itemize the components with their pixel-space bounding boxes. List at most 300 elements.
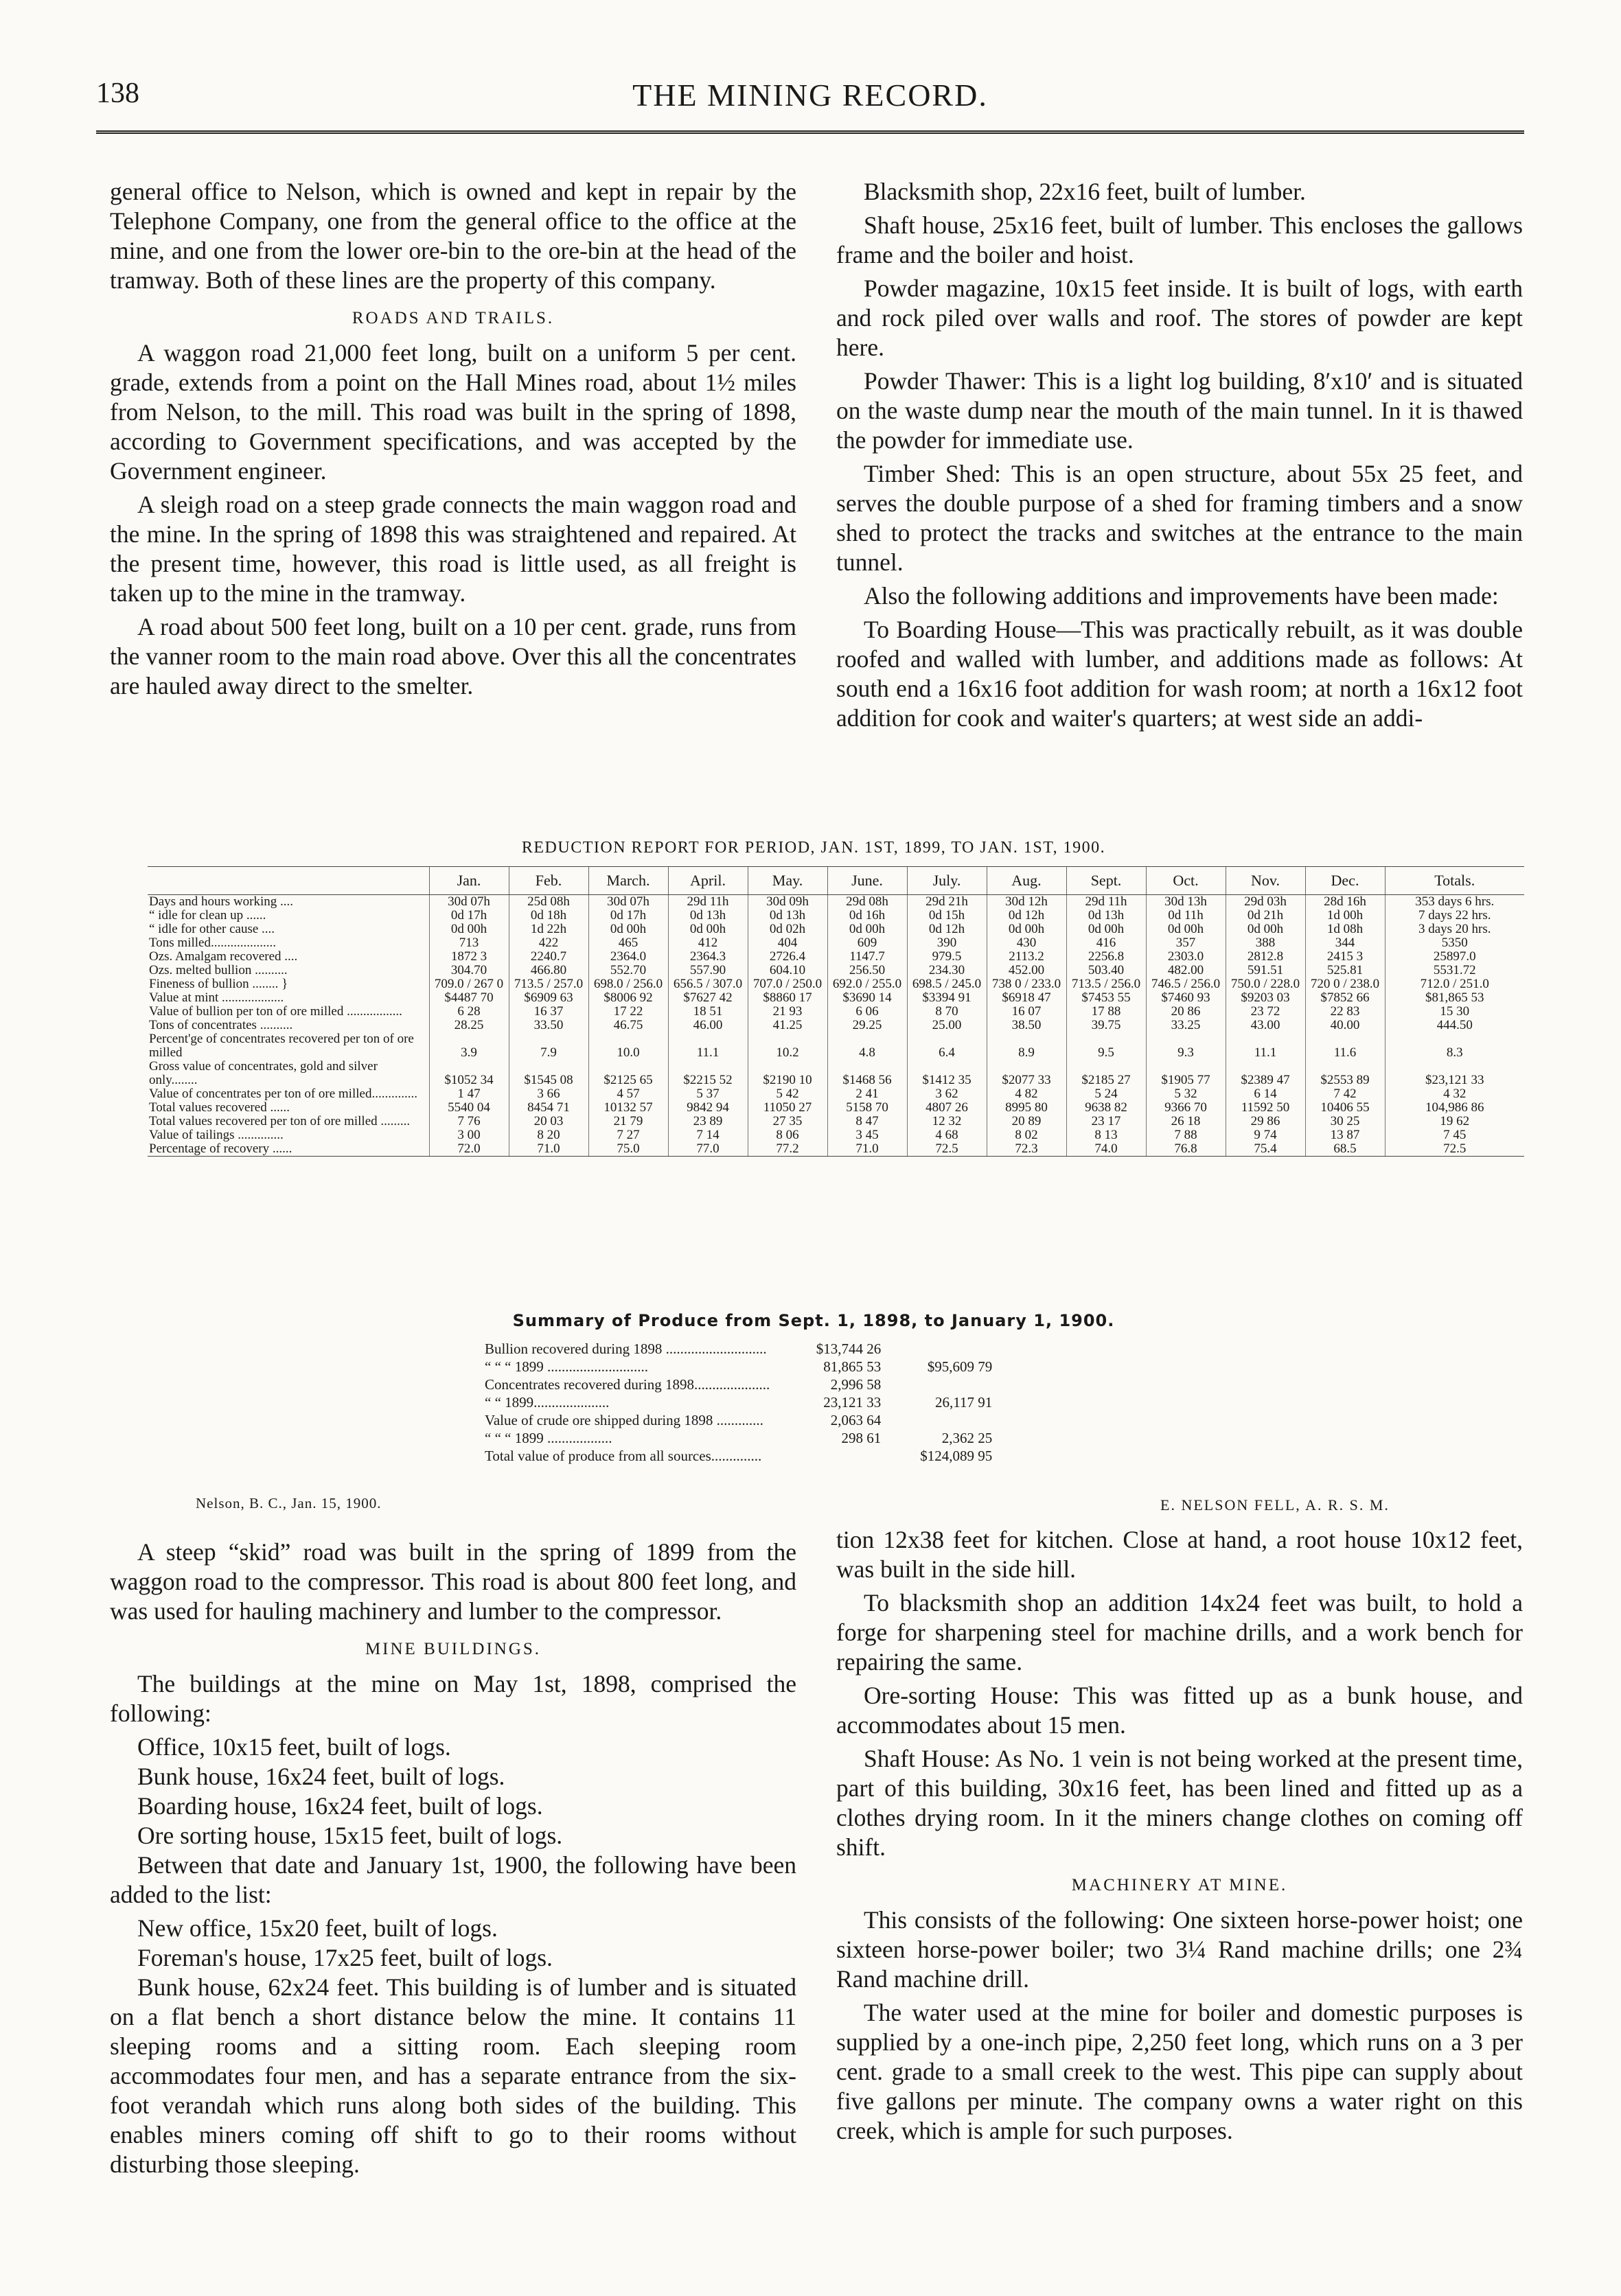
table-cell: 75.0 bbox=[588, 1142, 668, 1157]
table-cell: 22 83 bbox=[1305, 1005, 1385, 1019]
table-cell: 2113.2 bbox=[987, 950, 1066, 964]
table-cell: 20 86 bbox=[1146, 1005, 1226, 1019]
table-cell: 11.1 bbox=[668, 1032, 748, 1060]
table-cell: 25.00 bbox=[907, 1019, 987, 1032]
table-cell: 746.5 / 256.0 bbox=[1146, 977, 1226, 991]
table-cell: 552.70 bbox=[588, 964, 668, 977]
table-cell: 709.0 / 267 0 bbox=[429, 977, 509, 991]
paragraph: Timber Shed: This is an open structure, about 55x 25 feet, and serves the double purpose of a shed for framing timbers and a snow shed to protect the tracks and switches at the entrance to the main tunnel. bbox=[836, 460, 1523, 576]
table-cell: 5158 70 bbox=[827, 1101, 907, 1115]
table-row bbox=[148, 1032, 1524, 1060]
table-cell: 2364.3 bbox=[668, 950, 748, 964]
table-row bbox=[148, 895, 1524, 909]
table-cell: 0d 11h bbox=[1146, 909, 1226, 923]
column-header: June. bbox=[827, 867, 907, 895]
table-cell: $3690 14 bbox=[827, 991, 907, 1005]
paragraph: Also the following additions and improvements have been made: bbox=[864, 582, 1499, 610]
table-row bbox=[148, 1060, 1524, 1087]
summary-row bbox=[481, 1376, 996, 1393]
summary-subtotal bbox=[885, 1411, 996, 1429]
table-cell: 5350 bbox=[1385, 936, 1524, 950]
table-cell: 5540 04 bbox=[429, 1101, 509, 1115]
table-cell: 7 14 bbox=[668, 1128, 748, 1142]
table-cell: 609 bbox=[827, 936, 907, 950]
table-cell: 3 62 bbox=[907, 1087, 987, 1101]
table-cell: 4.8 bbox=[827, 1032, 907, 1060]
table-cell: 17 22 bbox=[588, 1005, 668, 1019]
table-cell: 68.5 bbox=[1305, 1142, 1385, 1157]
summary-amount bbox=[774, 1447, 885, 1465]
table-cell: 23 89 bbox=[668, 1115, 748, 1128]
table-cell: 29d 03h bbox=[1226, 895, 1305, 909]
table-cell: 0d 15h bbox=[907, 909, 987, 923]
table-cell: 713.5 / 257.0 bbox=[509, 977, 588, 991]
summary-amount: 23,121 33 bbox=[823, 1394, 882, 1411]
table-cell: 8.9 bbox=[987, 1032, 1066, 1060]
table-cell: 46.00 bbox=[668, 1019, 748, 1032]
table-cell: 8 20 bbox=[509, 1128, 588, 1142]
table-cell: 10132 57 bbox=[588, 1101, 668, 1115]
table-cell: 353 days 6 hrs. bbox=[1385, 895, 1524, 909]
table-cell: 2256.8 bbox=[1066, 950, 1146, 964]
table-cell: $2125 65 bbox=[588, 1060, 668, 1087]
section-heading: ROADS AND TRAILS. bbox=[352, 309, 555, 327]
table-cell: 72.5 bbox=[1385, 1142, 1524, 1157]
table-cell: 2415 3 bbox=[1305, 950, 1385, 964]
column-header: Nov. bbox=[1226, 867, 1305, 895]
table-row bbox=[148, 909, 1524, 923]
table-cell: 71.0 bbox=[509, 1142, 588, 1157]
table-cell: 1d 00h bbox=[1305, 909, 1385, 923]
table-cell: 5531.72 bbox=[1385, 964, 1524, 977]
row-label: Fineness of bullion ........ } bbox=[149, 977, 288, 991]
page-header bbox=[96, 77, 1524, 132]
list-item: Boarding house, 16x24 feet, built of logs. bbox=[137, 1792, 543, 1820]
table-cell: 26 18 bbox=[1146, 1115, 1226, 1128]
summary-subtotal: $124,089 95 bbox=[920, 1448, 993, 1464]
column-right-top bbox=[836, 177, 1523, 737]
paragraph: Ore-sorting House: This was fitted up as a bunk house, and accommodates about 15 men. bbox=[836, 1682, 1523, 1739]
table-cell: 10.0 bbox=[588, 1032, 668, 1060]
row-label: “ idle for clean up ...... bbox=[149, 909, 266, 923]
table-cell: 29d 08h bbox=[827, 895, 907, 909]
table-cell: 713.5 / 256.0 bbox=[1066, 977, 1146, 991]
list-item: Bunk house, 16x24 feet, built of logs. bbox=[137, 1763, 505, 1790]
table-cell: $8006 92 bbox=[588, 991, 668, 1005]
table-cell: 30d 07h bbox=[429, 895, 509, 909]
table-cell: 18 51 bbox=[668, 1005, 748, 1019]
table-cell: 444.50 bbox=[1385, 1019, 1524, 1032]
list-item: Foreman's house, 17x25 feet, built of logs. bbox=[137, 1944, 553, 1971]
table-cell: 11050 27 bbox=[748, 1101, 827, 1115]
table-cell: 482.00 bbox=[1146, 964, 1226, 977]
table-cell: 29.25 bbox=[827, 1019, 907, 1032]
table-cell: 422 bbox=[509, 936, 588, 950]
table-cell: 7 27 bbox=[588, 1128, 668, 1142]
row-label: Value of concentrates per ton of ore milled.............. bbox=[149, 1087, 417, 1101]
header-rule bbox=[96, 130, 1524, 134]
table-row bbox=[148, 977, 1524, 991]
table-cell: 9.5 bbox=[1066, 1032, 1146, 1060]
table-cell: 30d 09h bbox=[748, 895, 827, 909]
column-header: May. bbox=[748, 867, 827, 895]
table-cell: 8 06 bbox=[748, 1128, 827, 1142]
table-cell: 8 13 bbox=[1066, 1128, 1146, 1142]
paragraph: tion 12x38 feet for kitchen. Close at hand, a root house 10x12 feet, was built in the side hill. bbox=[836, 1526, 1523, 1583]
table-row bbox=[148, 1087, 1524, 1101]
row-label: Total values recovered ...... bbox=[149, 1101, 290, 1115]
column-header: Dec. bbox=[1305, 867, 1385, 895]
summary-row bbox=[481, 1447, 996, 1465]
table-cell: 698.5 / 245.0 bbox=[907, 977, 987, 991]
table-row bbox=[148, 991, 1524, 1005]
table-cell: $2215 52 bbox=[668, 1060, 748, 1087]
table-cell: 5 42 bbox=[748, 1087, 827, 1101]
row-label: Ozs. Amalgam recovered .... bbox=[149, 950, 298, 964]
column-header: Feb. bbox=[509, 867, 588, 895]
table-cell: 6 14 bbox=[1226, 1087, 1305, 1101]
table-cell: 390 bbox=[907, 936, 987, 950]
table-cell: 0d 00h bbox=[429, 923, 509, 936]
table-cell: 72.0 bbox=[429, 1142, 509, 1157]
table-cell: 30d 12h bbox=[987, 895, 1066, 909]
table-cell: 71.0 bbox=[827, 1142, 907, 1157]
table-cell: 30d 07h bbox=[588, 895, 668, 909]
paragraph: The buildings at the mine on May 1st, 1898, comprised the following: bbox=[110, 1670, 796, 1727]
table-cell: $1052 34 bbox=[429, 1060, 509, 1087]
table-cell: 2240.7 bbox=[509, 950, 588, 964]
paragraph: general office to Nelson, which is owned and kept in repair by the Telephone Company, one from the general office to the office at the mine, and one from the lower ore-bin to the ore-bin at the head of the tramway. Both of these lines are the property of this company. bbox=[110, 178, 796, 294]
column-right-bottom bbox=[836, 1525, 1523, 2150]
table-cell: $6918 47 bbox=[987, 991, 1066, 1005]
paragraph: Blacksmith shop, 22x16 feet, built of lumber. bbox=[864, 178, 1306, 205]
column-header: Sept. bbox=[1066, 867, 1146, 895]
table-cell: 979.5 bbox=[907, 950, 987, 964]
table-cell: 72.5 bbox=[907, 1142, 987, 1157]
list-item: Ore sorting house, 15x15 feet, built of logs. bbox=[137, 1822, 563, 1849]
table-cell: 452.00 bbox=[987, 964, 1066, 977]
table-cell: 416 bbox=[1066, 936, 1146, 950]
table-cell: 29d 21h bbox=[907, 895, 987, 909]
table-cell: 0d 12h bbox=[907, 923, 987, 936]
table-cell: 0d 17h bbox=[588, 909, 668, 923]
table-cell: 19 62 bbox=[1385, 1115, 1524, 1128]
table-cell: 738 0 / 233.0 bbox=[987, 977, 1066, 991]
table-row bbox=[148, 936, 1524, 950]
summary-subtotal bbox=[885, 1376, 996, 1393]
table-cell: 0d 00h bbox=[1226, 923, 1305, 936]
table-cell: 10406 55 bbox=[1305, 1101, 1385, 1115]
summary-row bbox=[481, 1411, 996, 1429]
summary-amount: 2,063 64 bbox=[830, 1412, 882, 1428]
table-cell: 713 bbox=[429, 936, 509, 950]
table-cell: 750.0 / 228.0 bbox=[1226, 977, 1305, 991]
table-cell: 591.51 bbox=[1226, 964, 1305, 977]
table-cell: 0d 00h bbox=[588, 923, 668, 936]
table-cell: 5 24 bbox=[1066, 1087, 1146, 1101]
table-cell: 23 72 bbox=[1226, 1005, 1305, 1019]
table-cell: 1147.7 bbox=[827, 950, 907, 964]
column-left-bottom bbox=[110, 1538, 796, 2183]
paragraph: To blacksmith shop an addition 14x24 feet was built, to hold a forge for sharpening steel for machine drills, and a work bench for repairing the same. bbox=[836, 1589, 1523, 1675]
table-cell: 4 82 bbox=[987, 1087, 1066, 1101]
table-cell: $9203 03 bbox=[1226, 991, 1305, 1005]
table-cell: 20 89 bbox=[987, 1115, 1066, 1128]
paragraph: Shaft House: As No. 1 vein is not being worked at the present time, part of this building, 30x16 feet, has been lined and fitted up as a clothes drying room. In it the miners change clothes on coming off shift. bbox=[836, 1745, 1523, 1861]
table-cell: 256.50 bbox=[827, 964, 907, 977]
table-cell: 30 25 bbox=[1305, 1115, 1385, 1128]
table-cell: 29 86 bbox=[1226, 1115, 1305, 1128]
summary-label: “ “ “ 1899 .................. bbox=[485, 1430, 612, 1446]
summary-label: Value of crude ore shipped during 1898 ............. bbox=[485, 1412, 763, 1428]
table-cell: 656.5 / 307.0 bbox=[668, 977, 748, 991]
table-cell: 0d 18h bbox=[509, 909, 588, 923]
table-cell: 13 87 bbox=[1305, 1128, 1385, 1142]
table-row bbox=[148, 923, 1524, 936]
table-cell: 8995 80 bbox=[987, 1101, 1066, 1115]
table-cell: 12 32 bbox=[907, 1115, 987, 1128]
summary-amount: 81,865 53 bbox=[823, 1358, 882, 1375]
table-cell: 9638 82 bbox=[1066, 1101, 1146, 1115]
table-cell: 8.3 bbox=[1385, 1032, 1524, 1060]
table-cell: 40.00 bbox=[1305, 1019, 1385, 1032]
table-cell: 9842 94 bbox=[668, 1101, 748, 1115]
table-cell: 1d 22h bbox=[509, 923, 588, 936]
table-cell: $1905 77 bbox=[1146, 1060, 1226, 1087]
table-cell: 0d 02h bbox=[748, 923, 827, 936]
table-cell: 0d 17h bbox=[429, 909, 509, 923]
table-cell: 8454 71 bbox=[509, 1101, 588, 1115]
table-cell: 7 88 bbox=[1146, 1128, 1226, 1142]
paragraph: Powder Thawer: This is a light log building, 8′x10′ and is situated on the waste dump near the mouth of the main tunnel. In it is thawed the powder for immediate use. bbox=[836, 367, 1523, 454]
column-header: Jan. bbox=[429, 867, 509, 895]
paragraph: Between that date and January 1st, 1900, the following have been added to the list: bbox=[110, 1851, 796, 1908]
summary-subtotal: 2,362 25 bbox=[941, 1430, 993, 1446]
table-cell: 21 79 bbox=[588, 1115, 668, 1128]
table-cell: 1872 3 bbox=[429, 950, 509, 964]
summary-label: “ “ “ 1899 ............................ bbox=[485, 1358, 648, 1375]
table-cell: 5 37 bbox=[668, 1087, 748, 1101]
summary-title: Summary of Produce from Sept. 1, 1898, to January 1, 1900. bbox=[512, 1311, 1115, 1330]
table-cell: 33.25 bbox=[1146, 1019, 1226, 1032]
table-cell: 7 76 bbox=[429, 1115, 509, 1128]
summary-section bbox=[96, 1311, 1531, 1464]
table-cell: 707.0 / 250.0 bbox=[748, 977, 827, 991]
table-cell: 234.30 bbox=[907, 964, 987, 977]
table-cell: 3 45 bbox=[827, 1128, 907, 1142]
table-cell: 2812.8 bbox=[1226, 950, 1305, 964]
table-cell: 692.0 / 255.0 bbox=[827, 977, 907, 991]
paragraph: Powder magazine, 10x15 feet inside. It is built of logs, with earth and rock piled over walls and roof. The stores of powder are kept here. bbox=[836, 275, 1523, 361]
table-cell: 304.70 bbox=[429, 964, 509, 977]
section-heading: MACHINERY AT MINE. bbox=[1071, 1876, 1288, 1894]
table-cell: $4487 70 bbox=[429, 991, 509, 1005]
table-cell: 15 30 bbox=[1385, 1005, 1524, 1019]
table-cell: 7.9 bbox=[509, 1032, 588, 1060]
table-cell: 388 bbox=[1226, 936, 1305, 950]
table-cell: 4 32 bbox=[1385, 1087, 1524, 1101]
summary-subtotal bbox=[885, 1340, 996, 1358]
table-cell: 75.4 bbox=[1226, 1142, 1305, 1157]
table-cell: 77.0 bbox=[668, 1142, 748, 1157]
row-label: Tons milled.................... bbox=[149, 936, 276, 950]
paragraph: A steep “skid” road was built in the spring of 1899 from the waggon road to the compressor. This road is about 800 feet long, and was used for hauling machinery and lumber to the compressor. bbox=[110, 1538, 796, 1625]
table-cell: 2726.4 bbox=[748, 950, 827, 964]
table-cell: 10.2 bbox=[748, 1032, 827, 1060]
column-header: July. bbox=[907, 867, 987, 895]
summary-amount: 298 61 bbox=[841, 1430, 882, 1446]
paragraph: A road about 500 feet long, built on a 10 per cent. grade, runs from the vanner room to the main road above. Over this all the concentrates are hauled away direct to the smelter. bbox=[110, 613, 796, 699]
table-cell: $1545 08 bbox=[509, 1060, 588, 1087]
table-cell: 72.3 bbox=[987, 1142, 1066, 1157]
table-cell: 466.80 bbox=[509, 964, 588, 977]
table-cell: $8860 17 bbox=[748, 991, 827, 1005]
table-cell: 0d 13h bbox=[748, 909, 827, 923]
table-cell: $7460 93 bbox=[1146, 991, 1226, 1005]
table-row bbox=[148, 1115, 1524, 1128]
table-cell: $2185 27 bbox=[1066, 1060, 1146, 1087]
table-cell: 43.00 bbox=[1226, 1019, 1305, 1032]
table-cell: 16 07 bbox=[987, 1005, 1066, 1019]
summary-label: Total value of produce from all sources.............. bbox=[485, 1448, 762, 1464]
table-cell: 7 45 bbox=[1385, 1128, 1524, 1142]
table-row bbox=[148, 1128, 1524, 1142]
table-cell: 557.90 bbox=[668, 964, 748, 977]
table-cell: 465 bbox=[588, 936, 668, 950]
table-cell: 6 06 bbox=[827, 1005, 907, 1019]
table-cell: $7453 55 bbox=[1066, 991, 1146, 1005]
table-cell: 11.6 bbox=[1305, 1032, 1385, 1060]
table-cell: $7852 66 bbox=[1305, 991, 1385, 1005]
table-cell: $23,121 33 bbox=[1385, 1060, 1524, 1087]
table-cell: $81,865 53 bbox=[1385, 991, 1524, 1005]
summary-table bbox=[481, 1340, 996, 1465]
table-cell: 25d 08h bbox=[509, 895, 588, 909]
table-row bbox=[148, 964, 1524, 977]
row-label: Value at mint ................... bbox=[149, 991, 284, 1005]
table-cell: 11.1 bbox=[1226, 1032, 1305, 1060]
table-cell: 6.4 bbox=[907, 1032, 987, 1060]
paragraph: This consists of the following: One sixteen horse-power hoist; one sixteen horse-power boiler; two 3¼ Rand machine drills; one 2¾ Rand machine drill. bbox=[836, 1906, 1523, 1993]
table-cell: 38.50 bbox=[987, 1019, 1066, 1032]
table-cell: $7627 42 bbox=[668, 991, 748, 1005]
table-cell: 3.9 bbox=[429, 1032, 509, 1060]
summary-label: Concentrates recovered during 1898..................... bbox=[485, 1376, 770, 1393]
summary-row bbox=[481, 1358, 996, 1376]
table-cell: 430 bbox=[987, 936, 1066, 950]
row-label: Ozs. melted bullion .......... bbox=[149, 964, 288, 977]
table-cell: 8 70 bbox=[907, 1005, 987, 1019]
table-cell: 525.81 bbox=[1305, 964, 1385, 977]
column-header: April. bbox=[668, 867, 748, 895]
table-cell: 712.0 / 251.0 bbox=[1385, 977, 1524, 991]
table-cell: 604.10 bbox=[748, 964, 827, 977]
table-cell: 412 bbox=[668, 936, 748, 950]
table-cell: 3 00 bbox=[429, 1128, 509, 1142]
table-cell: 33.50 bbox=[509, 1019, 588, 1032]
table-cell: 404 bbox=[748, 936, 827, 950]
table-cell: 7 42 bbox=[1305, 1087, 1385, 1101]
table-cell: $6909 63 bbox=[509, 991, 588, 1005]
row-label: Total values recovered per ton of ore milled ......... bbox=[149, 1115, 411, 1128]
paragraph: A sleigh road on a steep grade connects the main waggon road and the mine. In the spring of 1898 this was straightened and repaired. At the present time, however, this road is little used, as all freight is taken up to the mine in the tramway. bbox=[110, 491, 796, 607]
table-cell: 30d 13h bbox=[1146, 895, 1226, 909]
table-cell: 4 68 bbox=[907, 1128, 987, 1142]
paragraph: A waggon road 21,000 feet long, built on a uniform 5 per cent. grade, extends from a point on the Hall Mines road, about 1½ miles from Nelson, to the mill. This road was built in the spring of 1898, according to Government specifications, and was accepted by the Government engineer. bbox=[110, 339, 796, 485]
table-cell: 20 03 bbox=[509, 1115, 588, 1128]
page-number: 138 bbox=[96, 78, 139, 109]
table-cell: $2077 33 bbox=[987, 1060, 1066, 1087]
summary-amount: 2,996 58 bbox=[830, 1376, 882, 1393]
table-cell: 0d 13h bbox=[1066, 909, 1146, 923]
table-corner bbox=[148, 867, 429, 895]
table-cell: 503.40 bbox=[1066, 964, 1146, 977]
table-cell: 46.75 bbox=[588, 1019, 668, 1032]
table-cell: $3394 91 bbox=[907, 991, 987, 1005]
column-header: Totals. bbox=[1385, 867, 1524, 895]
table-cell: $1468 56 bbox=[827, 1060, 907, 1087]
table-cell: 16 37 bbox=[509, 1005, 588, 1019]
summary-row bbox=[481, 1393, 996, 1411]
list-item: Office, 10x15 feet, built of logs. bbox=[137, 1733, 451, 1761]
list-item: New office, 15x20 feet, built of logs. bbox=[137, 1914, 498, 1942]
row-label: Gross value of concentrates, gold and silver only........ bbox=[149, 1060, 378, 1087]
column-header: Aug. bbox=[987, 867, 1066, 895]
table-cell: 0d 16h bbox=[827, 909, 907, 923]
table-cell: 77.2 bbox=[748, 1142, 827, 1157]
paragraph: Bunk house, 62x24 feet. This building is of lumber and is situated on a flat bench a short distance below the mine. It contains 11 sleeping rooms and a sitting room. Each sleeping room accommodates four men, and has a separate entrance from the six-foot verandah which runs along both sides of the building. This enables miners coming off shift to go to their rooms without disturbing those sleeping. bbox=[110, 1973, 796, 2178]
table-cell: 3 days 20 hrs. bbox=[1385, 923, 1524, 936]
table-cell: 5 32 bbox=[1146, 1087, 1226, 1101]
table-cell: 23 17 bbox=[1066, 1115, 1146, 1128]
paragraph: Shaft house, 25x16 feet, built of lumber. This encloses the gallows frame and the boiler and hoist. bbox=[836, 211, 1523, 268]
table-cell: 8 02 bbox=[987, 1128, 1066, 1142]
paragraph: To Boarding House—This was practically rebuilt, as it was double roofed and walled with lumber, and additions made as follows: At south end a 16x16 foot addition for wash room; at north a 16x12 foot addition for cook and waiter's quarters; at west side an addi- bbox=[836, 616, 1523, 732]
table-cell: 1d 08h bbox=[1305, 923, 1385, 936]
table-cell: $2190 10 bbox=[748, 1060, 827, 1087]
summary-row bbox=[481, 1340, 996, 1358]
table-cell: 2303.0 bbox=[1146, 950, 1226, 964]
row-label: Percent'ge of concentrates recovered per ton of ore milled bbox=[149, 1032, 414, 1060]
table-cell: 0d 00h bbox=[987, 923, 1066, 936]
table-cell: 104,986 86 bbox=[1385, 1101, 1524, 1115]
table-cell: 4807 26 bbox=[907, 1101, 987, 1115]
column-left-top bbox=[110, 177, 796, 705]
table-cell: 0d 21h bbox=[1226, 909, 1305, 923]
table-cell: 39.75 bbox=[1066, 1019, 1146, 1032]
table-cell: 6 28 bbox=[429, 1005, 509, 1019]
place-date: Nelson, B. C., Jan. 15, 1900. bbox=[196, 1495, 382, 1511]
summary-row bbox=[481, 1429, 996, 1447]
row-label: Value of bullion per ton of ore milled ................. bbox=[149, 1005, 402, 1019]
table-cell: 29d 11h bbox=[668, 895, 748, 909]
row-label: Percentage of recovery ...... bbox=[148, 1142, 429, 1157]
table-cell: 9.3 bbox=[1146, 1032, 1226, 1060]
row-label: Days and hours working .... bbox=[149, 894, 294, 909]
row-label: Value of tailings .............. bbox=[149, 1128, 284, 1142]
table-cell: 0d 00h bbox=[1066, 923, 1146, 936]
table-cell: 41.25 bbox=[748, 1019, 827, 1032]
table-cell: 698.0 / 256.0 bbox=[588, 977, 668, 991]
table-row bbox=[148, 1142, 1524, 1157]
table-cell: 76.8 bbox=[1146, 1142, 1226, 1157]
table-cell: 2 41 bbox=[827, 1087, 907, 1101]
column-header: Oct. bbox=[1146, 867, 1226, 895]
summary-label: Bullion recovered during 1898 ............................ bbox=[485, 1341, 767, 1357]
paragraph: The water used at the mine for boiler and domestic purposes is supplied by a one-inch pipe, 2,250 feet long, which runs on a 3 per cent. grade to a small creek to the west. This pipe can supply about five gallons per minute. The company owns a water right on this creek, which is ample for such purposes. bbox=[836, 1999, 1523, 2144]
table-cell: 9 74 bbox=[1226, 1128, 1305, 1142]
reduction-report-table bbox=[148, 866, 1524, 1157]
